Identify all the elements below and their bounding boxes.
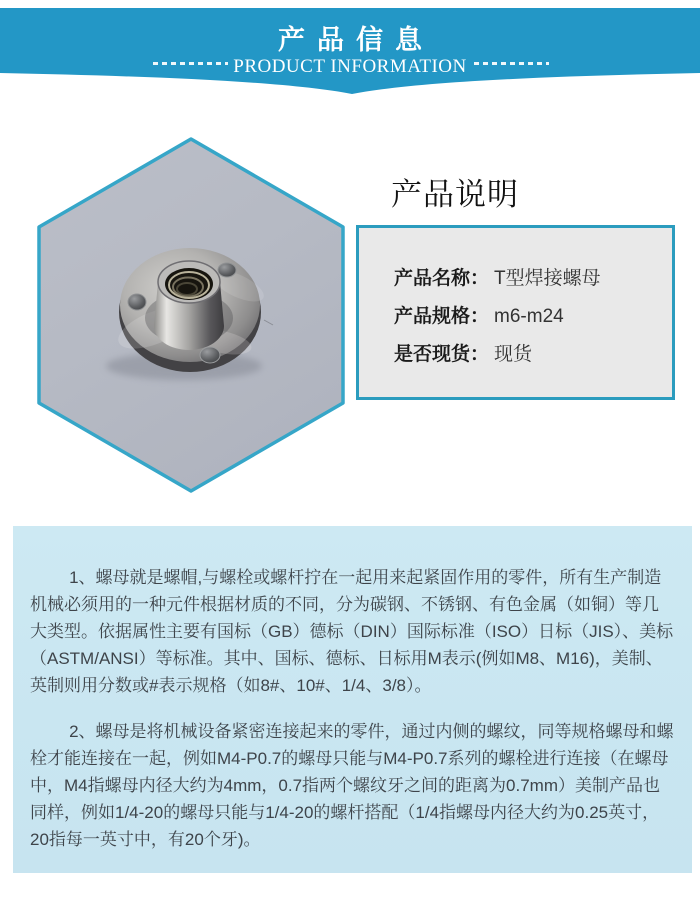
description-panel bbox=[13, 526, 692, 873]
spec-value: T型焊接螺母 bbox=[494, 268, 601, 289]
product-info-banner bbox=[0, 0, 700, 100]
spec-label: 产品名称： bbox=[394, 268, 490, 289]
spec-label: 是否现货： bbox=[394, 344, 490, 365]
dashed-divider-right bbox=[474, 62, 549, 65]
spec-label: 产品规格： bbox=[394, 306, 490, 327]
page-title-en: PRODUCT INFORMATION bbox=[233, 56, 467, 77]
spec-row-stock bbox=[394, 344, 664, 366]
section-heading: 产品说明 bbox=[391, 177, 519, 212]
description-paragraph-1: 1、螺母就是螺帽,与螺栓或螺杆拧在一起用来起紧固作用的零件，所有生产制造机械必须用的一种元件根据材质的不同，分为碳钢、不锈钢、有色金属（如铜）等几大类型。依据属性主要有国标（GB）德标（DIN）国际标准（ISO）日标（JIS）、美标（ASTM/ANSI）等标准。其中、国标、德标、日标用M表示(例如M8、M16)，美制、英制则用分数或#表示规格（如8#、10#、1/4、3/8）。 bbox=[30, 568, 674, 695]
page-title-cn: 产品信息 bbox=[278, 25, 434, 55]
dashed-divider-left bbox=[153, 62, 228, 65]
spec-value: 现货 bbox=[494, 344, 533, 365]
description-paragraph-2: 2、螺母是将机械设备紧密连接起来的零件，通过内侧的螺纹，同等规格螺母和螺栓才能连接在一起，例如M4-P0.7的螺母只能与M4-P0.7系列的螺栓进行连接（在螺母中，M4指螺母内径大约为4mm，0.7指两个螺纹牙之间的距离为0.7mm）美制产品也同样，例如1/4-20的螺母只能与1/4-20的螺杆搭配（1/4指螺母内径大约为0.25英寸，20指每一英寸中，有20个牙)。 bbox=[30, 722, 674, 849]
spec-value: m6-m24 bbox=[494, 306, 564, 327]
spec-box bbox=[356, 225, 675, 400]
hexagon-photo-frame bbox=[36, 136, 346, 494]
spec-row-size bbox=[394, 306, 664, 328]
spec-row-name bbox=[394, 268, 664, 290]
